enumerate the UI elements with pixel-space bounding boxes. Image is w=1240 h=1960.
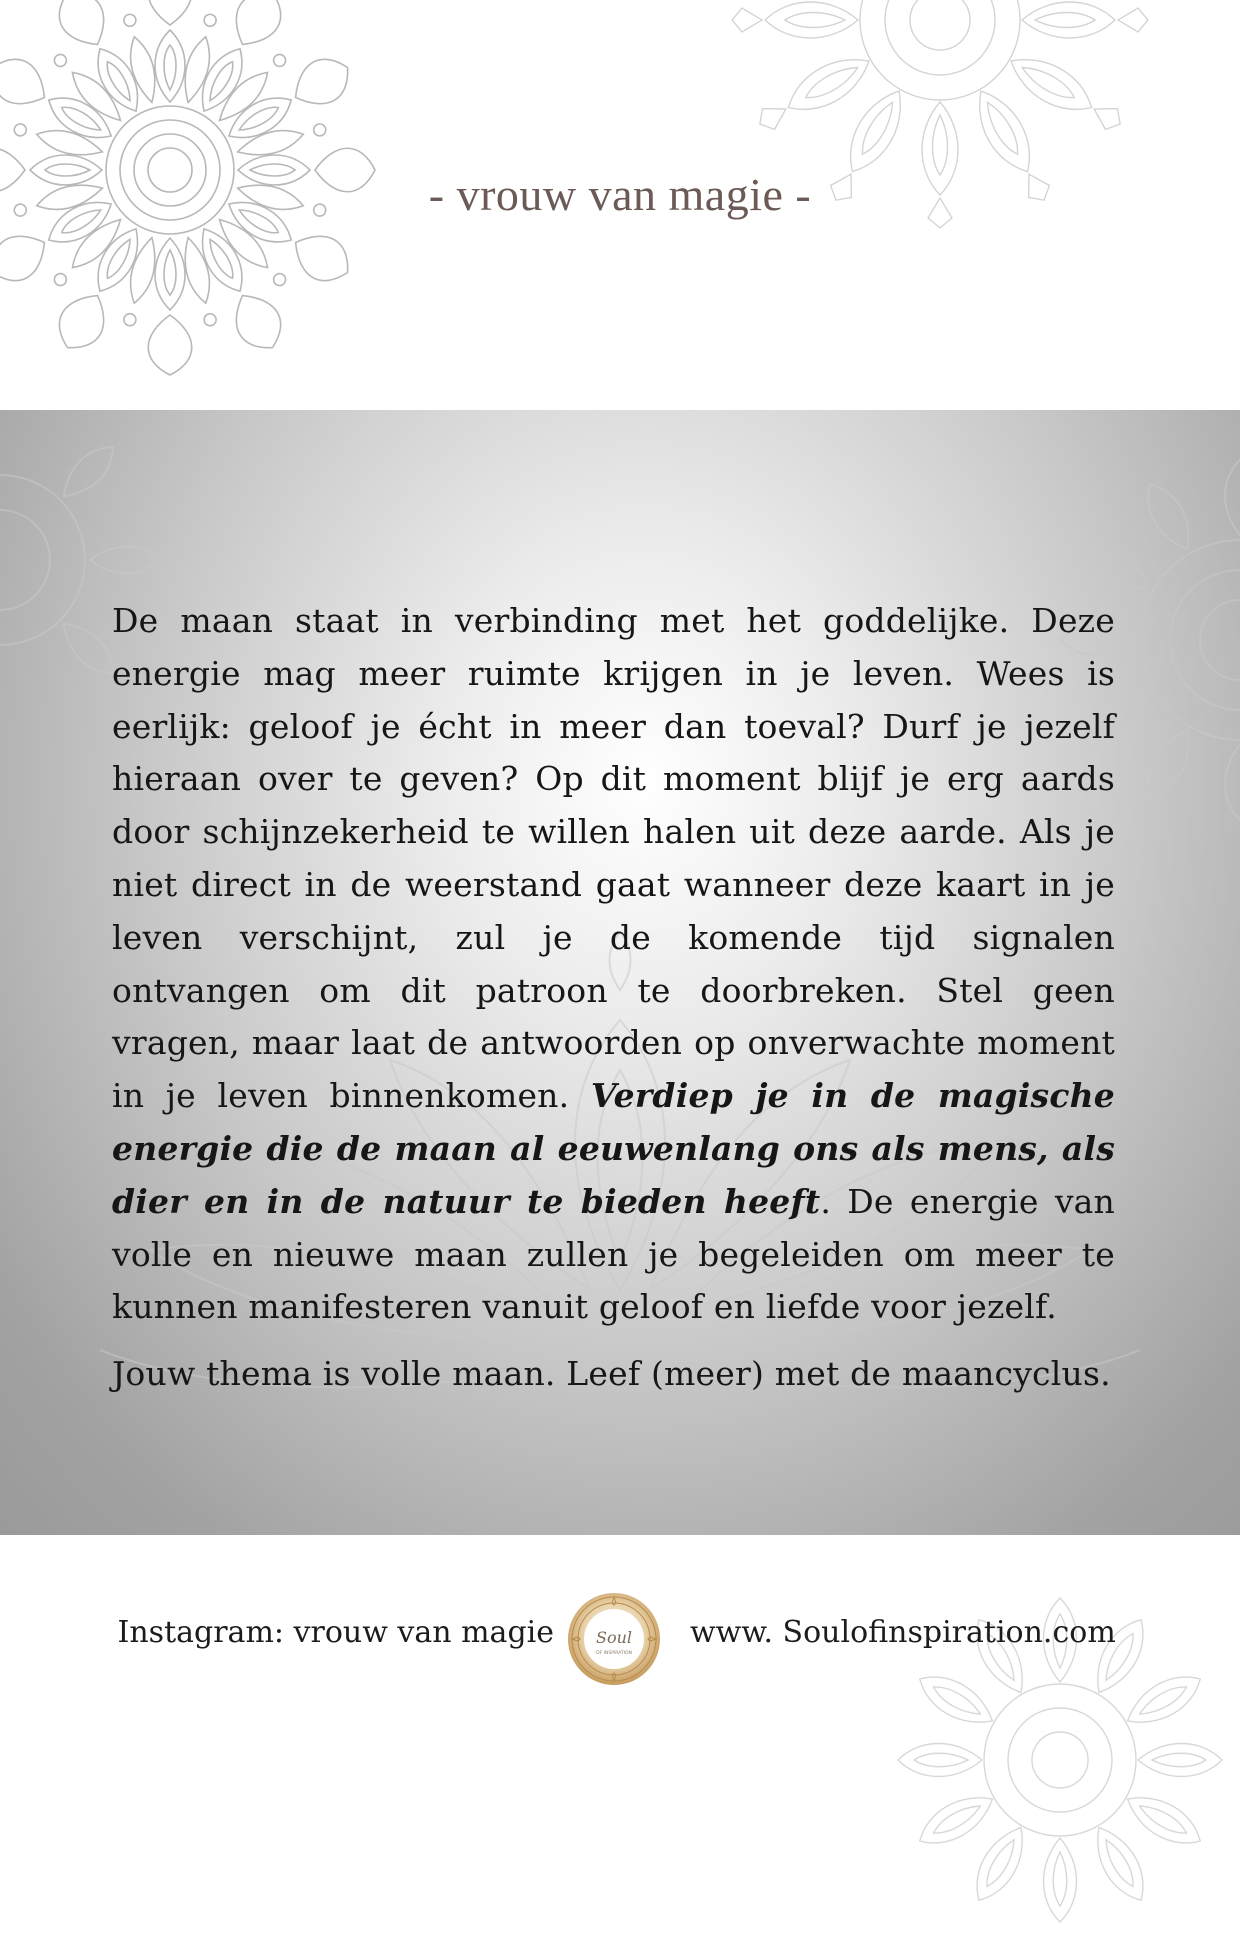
body-text — [112, 595, 1115, 1401]
website-link[interactable]: www. Soulofinspiration.com — [690, 1615, 1116, 1650]
logo-subtext: OF INSPIRATION — [596, 1651, 632, 1656]
body-paragraph-1-text: De maan staat in verbinding met het goddelijke. Deze energie mag meer ruimte krijgen in je leven. Wees is eerlijk: geloof je écht in meer dan toeval? Durf je jezelf hieraan over te geven? Op dit moment blijf je erg aards door schijnzekerheid te willen halen uit deze aarde. Als je niet direct in de weerstand gaat wanneer deze kaart in je leven verschijnt, zul je de komende tijd signalen ontvangen om dit patroon te doorbreken. Stel geen vragen, maar laat de antwoorden op onverwachte moment in je leven binnenkomen. — [112, 601, 1115, 1116]
text-panel — [0, 410, 1240, 1535]
footer — [0, 1535, 1240, 1748]
instagram-handle[interactable]: Instagram: vrouw van magie — [117, 1615, 554, 1650]
body-paragraph-2: Jouw thema is volle maan. Leef (meer) met de maancyclus. — [112, 1354, 1111, 1394]
body-emphasis: Verdiep je in de magische energie die de maan al eeuwenlang ons als mens, als dier en in de natuur te bieden heeft — [112, 1076, 1116, 1221]
page-title: - vrouw van magie - — [428, 169, 812, 220]
body-paragraph-1 — [112, 595, 1115, 1334]
soul-of-inspiration-logo-icon — [566, 1591, 662, 1687]
logo-text: Soul — [595, 1628, 633, 1647]
body-paragraph-1-continuation: . De energie van volle en nieuwe maan zullen je begeleiden om meer te kunnen manifesteren vanuit geloof en liefde voor jezelf. — [112, 1181, 1115, 1327]
